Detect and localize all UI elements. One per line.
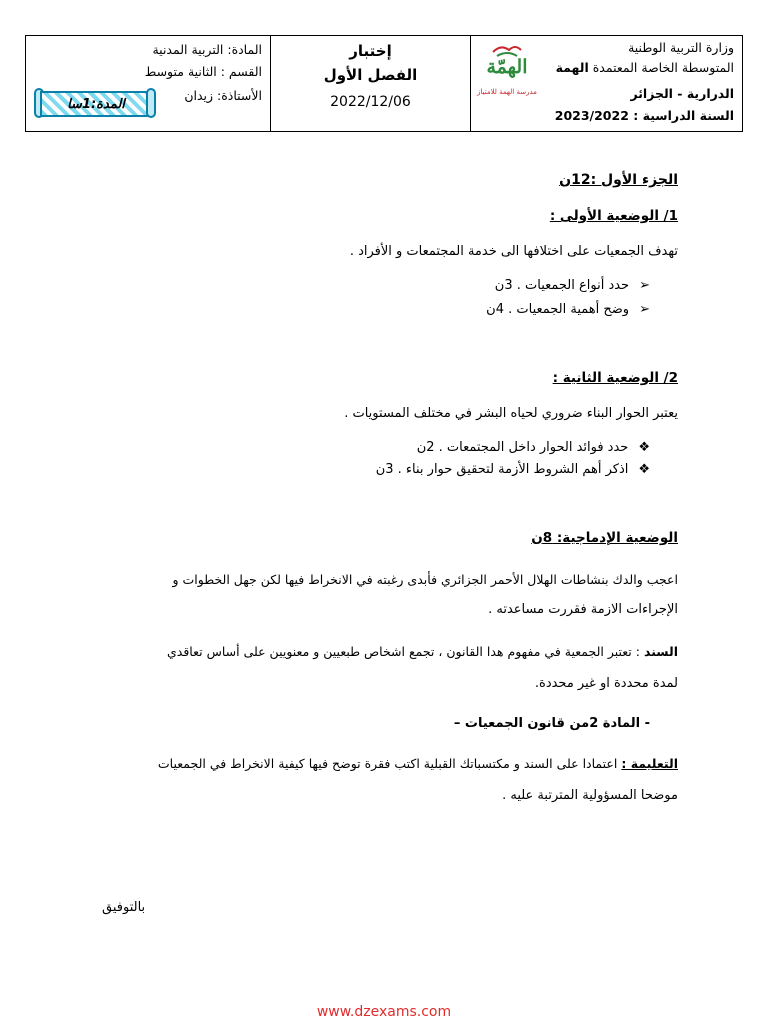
s1-question-2-text: وضح أهمية الجمعيات . 4ن <box>486 302 630 317</box>
logo-caption: مدرسة الهمة للامتياز <box>477 88 537 96</box>
duration-badge <box>40 91 152 117</box>
school-name: الهمة <box>555 60 589 75</box>
school-line <box>556 60 734 75</box>
integration-title: الوضعية الإدماجية: 8ن <box>531 530 678 546</box>
exam-term: الفصل الأول <box>323 66 418 84</box>
situation1-title: 1/ الوضعية الأولى : <box>549 208 678 224</box>
sanad-label: السند <box>643 644 678 659</box>
situation1-text: تهدف الجمعيات على اختلافها الى خدمة المجتمعات و الأفراد . <box>349 244 678 259</box>
scroll-curl-right <box>146 88 156 118</box>
law-article: - المادة 2من قانون الجمعيات – <box>453 716 650 731</box>
s1-question-1 <box>495 278 650 293</box>
arrow-bullet-icon: ➢ <box>639 302 650 317</box>
s2-question-1 <box>417 440 650 455</box>
part1-title: الجزء الأول :12ن <box>559 172 678 188</box>
duration-text: المدة:1سا <box>67 96 125 112</box>
school-logo <box>479 42 535 114</box>
integration-text-2: الإجراءات الازمة فقررت مساعدته . <box>488 602 678 617</box>
instruction-label: التعليمة : <box>621 756 678 771</box>
header-middle-cell <box>271 36 471 131</box>
diamond-bullet-icon: ❖ <box>638 440 650 455</box>
s2-question-2-text: اذكر أهم الشروط الأزمة لتحقيق حوار بناء . 3ن <box>375 462 629 477</box>
s2-question-2 <box>376 462 650 477</box>
integration-text-1: اعجب والدك بنشاطات الهلال الأحمر الجزائري فأبدى رغبته في الانخراط فيها لكن جهل الخطوات و <box>172 572 678 587</box>
school-year: السنة الدراسية : 2023/2022 <box>554 108 734 123</box>
location-label: الدرارية - الجزائر <box>630 86 734 101</box>
header-left-cell <box>26 36 271 131</box>
sanad-line-1 <box>167 644 678 659</box>
s1-question-1-text: حدد أنواع الجمعيات . 3ن <box>494 278 630 293</box>
diamond-bullet-icon: ❖ <box>638 462 650 477</box>
school-prefix: المتوسطة الخاصة المعتمدة <box>592 60 734 75</box>
s2-question-1-text: حدد فوائد الحوار داخل المجتمعات . 2ن <box>416 440 629 455</box>
exam-date: 2022/12/06 <box>330 94 411 110</box>
exam-header <box>25 35 743 132</box>
subject-label: المادة: التربية المدنية <box>152 42 262 57</box>
instruction-text-2: موضحا المسؤولية المترتبة عليه . <box>502 788 678 803</box>
sanad-text-2: لمدة محددة او غير محددة. <box>534 676 678 691</box>
arrow-bullet-icon: ➢ <box>639 278 650 293</box>
sanad-text-1: : تعتبر الجمعية في مفهوم هدا القانون ، تجمع اشخاص طبعيين و معنويين على أساس تعاقدي <box>166 644 640 659</box>
instruction-line-1 <box>158 756 678 771</box>
situation2-text: يعتبر الحوار البناء ضروري لحياه البشر في مختلف المستويات . <box>344 406 678 421</box>
instruction-text-1: اعتمادا على السند و مكتسباتك القبلية اكتب فقرة توضح فيها كيفية الانخراط في الجمعيات <box>157 756 618 771</box>
closing-wish: بالتوفيق <box>102 900 146 915</box>
exam-title: إختبار <box>349 42 392 60</box>
teacher-label: الأستاذة: زيدان <box>184 88 262 103</box>
logo-emblem-icon <box>479 42 535 114</box>
footer-watermark[interactable]: www.dzexams.com <box>316 1004 452 1020</box>
situation2-title: 2/ الوضعية الثانية : <box>552 370 678 386</box>
s1-question-2 <box>486 302 650 317</box>
level-label: القسم : الثانية متوسط <box>144 64 262 79</box>
logo-text: الهمّة <box>486 56 528 78</box>
header-right-cell <box>471 36 742 131</box>
ministry-label: وزارة التربية الوطنية <box>628 40 734 55</box>
